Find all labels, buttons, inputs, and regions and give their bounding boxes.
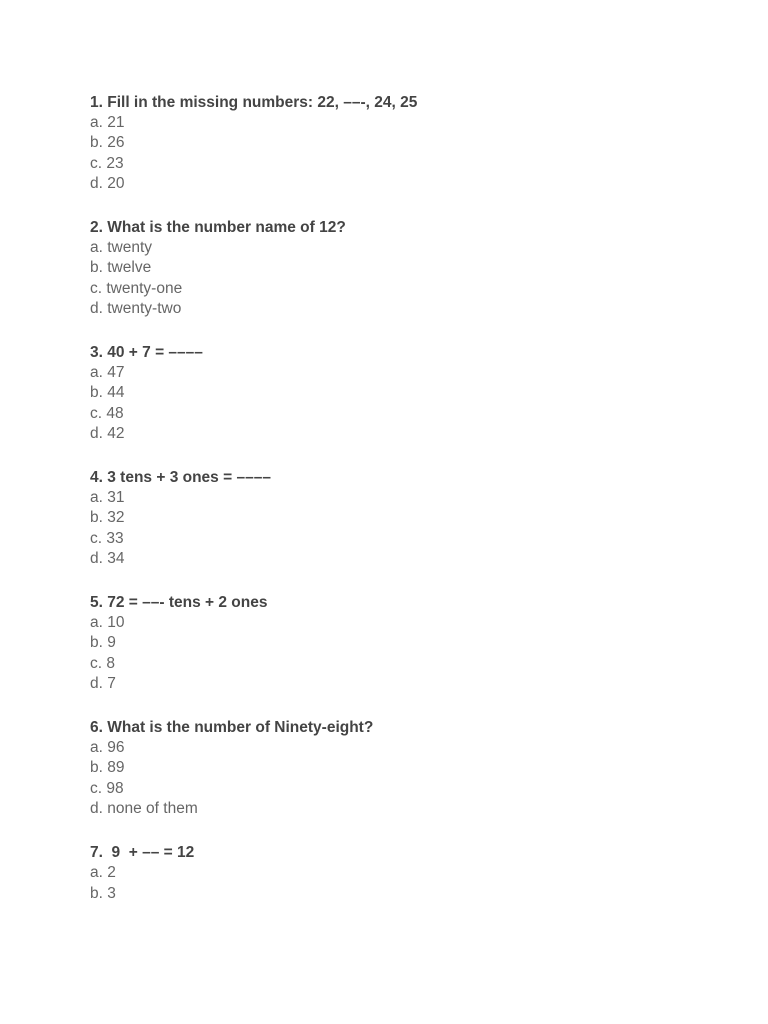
option-b	[90, 633, 730, 653]
option-c	[90, 779, 730, 799]
question-title: 6. What is the number of Ninety-eight?	[90, 719, 374, 737]
option-letter: b .	[90, 259, 107, 276]
option-a	[90, 238, 730, 258]
question-5	[90, 593, 730, 694]
option-b	[90, 758, 730, 778]
question-title: 4. 3 tens + 3 ones = ––––	[90, 469, 271, 487]
option-text: 7	[107, 674, 116, 692]
option-b	[90, 884, 730, 904]
option-text: 10	[107, 614, 125, 632]
option-c	[90, 404, 730, 424]
option-text: 3	[107, 884, 116, 902]
option-text: twenty-one	[106, 279, 183, 297]
option-c	[90, 529, 730, 549]
option-text: 23	[106, 154, 124, 172]
question-7	[90, 843, 730, 904]
option-text: 96	[107, 739, 125, 757]
option-letter: d .	[90, 300, 107, 317]
worksheet	[90, 93, 730, 928]
option-a	[90, 113, 730, 133]
option-letter: c .	[90, 405, 106, 422]
option-a	[90, 488, 730, 508]
option-letter: a .	[90, 614, 107, 631]
option-text: 44	[107, 384, 125, 402]
option-text: 32	[107, 509, 125, 527]
option-b	[90, 258, 730, 278]
question-title: 7. 9 + –– = 12	[90, 844, 195, 862]
option-text: 9	[107, 634, 116, 652]
option-text: 89	[107, 759, 125, 777]
option-letter: c .	[90, 530, 106, 547]
option-d	[90, 674, 730, 694]
option-text: 48	[106, 404, 124, 422]
option-letter: b .	[90, 384, 107, 401]
option-text: 42	[107, 424, 125, 442]
question-title: 5. 72 = ––- tens + 2 ones	[90, 594, 268, 612]
option-d	[90, 174, 730, 194]
option-text: 21	[107, 114, 125, 132]
question-title: 3. 40 + 7 = ––––	[90, 344, 203, 362]
option-text: 98	[106, 779, 124, 797]
option-a	[90, 613, 730, 633]
option-text: twenty-two	[107, 299, 182, 317]
option-d	[90, 799, 730, 819]
option-letter: a .	[90, 739, 107, 756]
option-letter: b .	[90, 885, 107, 902]
option-a	[90, 738, 730, 758]
option-letter: a .	[90, 864, 107, 881]
option-text: 34	[107, 549, 125, 567]
option-text: 33	[106, 529, 124, 547]
option-letter: c .	[90, 655, 106, 672]
option-c	[90, 154, 730, 174]
option-letter: c .	[90, 155, 106, 172]
question-1	[90, 93, 730, 194]
question-3	[90, 343, 730, 444]
option-letter: a .	[90, 489, 107, 506]
question-title: 2. What is the number name of 12?	[90, 219, 346, 237]
option-text: twelve	[107, 259, 152, 277]
option-a	[90, 363, 730, 383]
option-letter: d .	[90, 175, 107, 192]
option-letter: d .	[90, 675, 107, 692]
option-letter: b .	[90, 134, 107, 151]
option-d	[90, 424, 730, 444]
option-text: twenty	[107, 239, 153, 257]
option-c	[90, 279, 730, 299]
option-b	[90, 133, 730, 153]
option-text: 8	[106, 654, 115, 672]
question-4	[90, 468, 730, 569]
option-text: 26	[107, 134, 125, 152]
option-letter: b .	[90, 509, 107, 526]
option-text: 20	[107, 174, 125, 192]
option-letter: b .	[90, 759, 107, 776]
question-6	[90, 718, 730, 819]
option-a	[90, 863, 730, 883]
question-2	[90, 218, 730, 319]
option-letter: c .	[90, 280, 106, 297]
option-b	[90, 508, 730, 528]
option-text: 2	[107, 864, 116, 882]
option-letter: a .	[90, 364, 107, 381]
question-title: 1. Fill in the missing numbers: 22, ––-, 24, 25	[90, 94, 418, 111]
option-c	[90, 654, 730, 674]
option-text: 47	[107, 364, 125, 382]
option-b	[90, 383, 730, 403]
option-text: none of them	[107, 799, 198, 817]
option-letter: d .	[90, 550, 107, 567]
option-d	[90, 549, 730, 569]
option-letter: d .	[90, 425, 107, 442]
option-d	[90, 299, 730, 319]
option-letter: a .	[90, 114, 107, 131]
option-letter: b .	[90, 634, 107, 651]
option-letter: c .	[90, 780, 106, 797]
option-text: 31	[107, 489, 125, 507]
option-letter: a .	[90, 239, 107, 256]
option-letter: d .	[90, 800, 107, 817]
